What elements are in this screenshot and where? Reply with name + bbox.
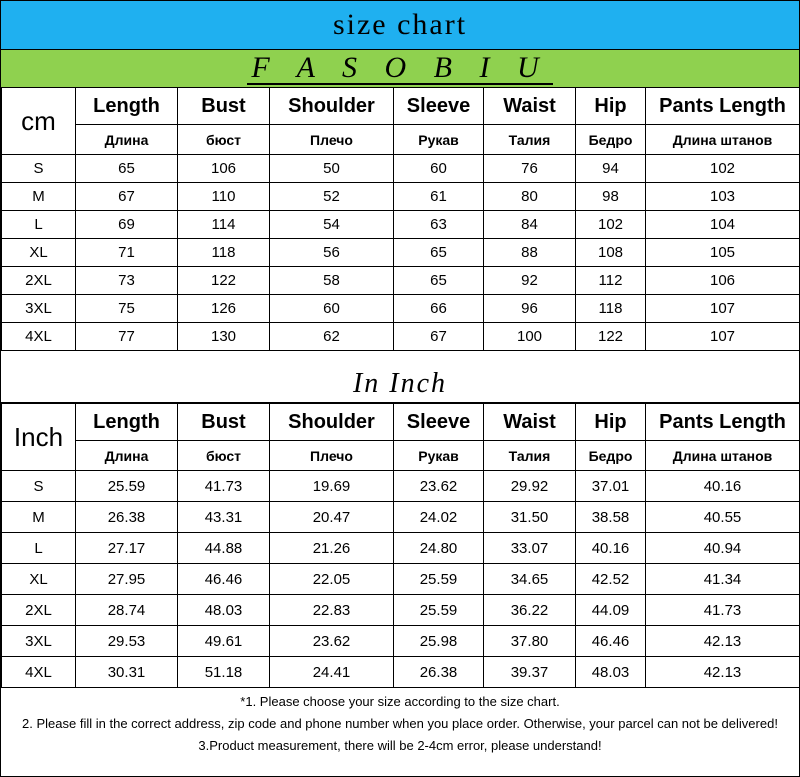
table-cell: 65 — [394, 239, 484, 267]
table-cell: 39.37 — [484, 657, 576, 688]
table-cell: 75 — [76, 295, 178, 323]
table-cell: 104 — [646, 211, 800, 239]
table-cell: 100 — [484, 323, 576, 351]
table-cell: 46.46 — [178, 564, 270, 595]
column-header: Length — [76, 88, 178, 125]
column-header: Pants Length — [646, 404, 800, 441]
table-cell: 44.88 — [178, 533, 270, 564]
table-cell: 24.41 — [270, 657, 394, 688]
table-cell: 40.16 — [646, 471, 800, 502]
table-row — [2, 564, 800, 595]
table-cell: 122 — [576, 323, 646, 351]
table-cell: 40.16 — [576, 533, 646, 564]
column-header: Bust — [178, 88, 270, 125]
column-header-ru: Длина штанов — [646, 441, 800, 471]
table-cell: 73 — [76, 267, 178, 295]
table-cell: 92 — [484, 267, 576, 295]
notes — [1, 691, 799, 757]
table-cell: 44.09 — [576, 595, 646, 626]
unit-label: Inch — [2, 404, 76, 471]
table-cell: 23.62 — [270, 626, 394, 657]
size-label: 4XL — [2, 323, 76, 351]
table-row — [2, 211, 800, 239]
column-header-ru: Бедро — [576, 441, 646, 471]
size-label: S — [2, 155, 76, 183]
table-cell: 65 — [394, 267, 484, 295]
table-cell: 42.13 — [646, 657, 800, 688]
unit-label: cm — [2, 88, 76, 155]
table-cell: 19.69 — [270, 471, 394, 502]
table-cell: 42.13 — [646, 626, 800, 657]
table-cell: 66 — [394, 295, 484, 323]
table-cell: 107 — [646, 295, 800, 323]
header-row-ru — [2, 125, 800, 155]
table-cell: 52 — [270, 183, 394, 211]
column-header-ru: бюст — [178, 441, 270, 471]
table-cell: 42.52 — [576, 564, 646, 595]
table-cell: 28.74 — [76, 595, 178, 626]
table-cell: 29.92 — [484, 471, 576, 502]
column-header: Shoulder — [270, 404, 394, 441]
table-cell: 102 — [576, 211, 646, 239]
header-row-ru — [2, 441, 800, 471]
size-label: XL — [2, 239, 76, 267]
table-cell: 41.73 — [646, 595, 800, 626]
cm-size-table — [1, 87, 800, 351]
table-row — [2, 471, 800, 502]
table-row — [2, 183, 800, 211]
table-cell: 54 — [270, 211, 394, 239]
table-cell: 56 — [270, 239, 394, 267]
table-cell: 114 — [178, 211, 270, 239]
inch-section-title: In Inch — [1, 366, 799, 403]
table-cell: 22.05 — [270, 564, 394, 595]
column-header-ru: Талия — [484, 441, 576, 471]
table-row — [2, 239, 800, 267]
table-cell: 110 — [178, 183, 270, 211]
table-cell: 41.34 — [646, 564, 800, 595]
column-header: Hip — [576, 88, 646, 125]
table-cell: 126 — [178, 295, 270, 323]
table-cell: 102 — [646, 155, 800, 183]
table-cell: 69 — [76, 211, 178, 239]
column-header-ru: Длина — [76, 441, 178, 471]
table-cell: 50 — [270, 155, 394, 183]
size-label: 2XL — [2, 595, 76, 626]
table-cell: 71 — [76, 239, 178, 267]
table-cell: 130 — [178, 323, 270, 351]
table-cell: 63 — [394, 211, 484, 239]
table-row — [2, 533, 800, 564]
table-cell: 60 — [270, 295, 394, 323]
table-cell: 103 — [646, 183, 800, 211]
table-cell: 49.61 — [178, 626, 270, 657]
table-cell: 25.98 — [394, 626, 484, 657]
column-header-ru: Рукав — [394, 441, 484, 471]
table-cell: 46.46 — [576, 626, 646, 657]
table-cell: 48.03 — [576, 657, 646, 688]
table-cell: 76 — [484, 155, 576, 183]
note-1: *1. Please choose your size according to the size chart. — [240, 694, 560, 709]
table-cell: 24.02 — [394, 502, 484, 533]
table-cell: 20.47 — [270, 502, 394, 533]
brand-banner — [1, 50, 799, 88]
table-cell: 108 — [576, 239, 646, 267]
table-cell: 105 — [646, 239, 800, 267]
table-cell: 21.26 — [270, 533, 394, 564]
size-label: M — [2, 502, 76, 533]
table-cell: 37.01 — [576, 471, 646, 502]
table-cell: 60 — [394, 155, 484, 183]
table-cell: 27.17 — [76, 533, 178, 564]
table-cell: 23.62 — [394, 471, 484, 502]
column-header: Waist — [484, 88, 576, 125]
column-header: Sleeve — [394, 88, 484, 125]
table-cell: 48.03 — [178, 595, 270, 626]
table-row — [2, 155, 800, 183]
table-cell: 25.59 — [394, 564, 484, 595]
column-header: Waist — [484, 404, 576, 441]
brand-name: F A S O B I U — [247, 53, 552, 85]
table-cell: 118 — [178, 239, 270, 267]
column-header: Shoulder — [270, 88, 394, 125]
column-header-ru: Длина штанов — [646, 125, 800, 155]
table-cell: 122 — [178, 267, 270, 295]
column-header: Bust — [178, 404, 270, 441]
table-cell: 29.53 — [76, 626, 178, 657]
column-header-ru: Талия — [484, 125, 576, 155]
table-row — [2, 626, 800, 657]
table-cell: 34.65 — [484, 564, 576, 595]
table-cell: 36.22 — [484, 595, 576, 626]
inch-size-table — [1, 403, 800, 688]
column-header: Hip — [576, 404, 646, 441]
column-header: Length — [76, 404, 178, 441]
size-label: 3XL — [2, 626, 76, 657]
table-cell: 94 — [576, 155, 646, 183]
table-cell: 107 — [646, 323, 800, 351]
column-header-ru: Длина — [76, 125, 178, 155]
table-cell: 26.38 — [394, 657, 484, 688]
column-header: Pants Length — [646, 88, 800, 125]
header-row-en — [2, 88, 800, 125]
table-cell: 37.80 — [484, 626, 576, 657]
table-cell: 25.59 — [76, 471, 178, 502]
table-cell: 25.59 — [394, 595, 484, 626]
column-header: Sleeve — [394, 404, 484, 441]
size-label: S — [2, 471, 76, 502]
table-row — [2, 502, 800, 533]
table-row — [2, 657, 800, 688]
note-2: 2. Please fill in the correct address, zip code and phone number when you place order. Otherwise, your parcel can not be delivered! — [22, 716, 778, 731]
table-cell: 43.31 — [178, 502, 270, 533]
table-cell: 40.55 — [646, 502, 800, 533]
table-cell: 30.31 — [76, 657, 178, 688]
table-cell: 41.73 — [178, 471, 270, 502]
table-cell: 26.38 — [76, 502, 178, 533]
table-cell: 98 — [576, 183, 646, 211]
table-cell: 58 — [270, 267, 394, 295]
table-row — [2, 267, 800, 295]
table-cell: 61 — [394, 183, 484, 211]
table-cell: 27.95 — [76, 564, 178, 595]
header-row-en — [2, 404, 800, 441]
size-label: M — [2, 183, 76, 211]
table-cell: 31.50 — [484, 502, 576, 533]
table-cell: 77 — [76, 323, 178, 351]
table-cell: 106 — [178, 155, 270, 183]
table-cell: 118 — [576, 295, 646, 323]
column-header-ru: Бедро — [576, 125, 646, 155]
table-cell: 88 — [484, 239, 576, 267]
table-row — [2, 595, 800, 626]
size-label: XL — [2, 564, 76, 595]
table-cell: 22.83 — [270, 595, 394, 626]
table-cell: 84 — [484, 211, 576, 239]
table-cell: 67 — [76, 183, 178, 211]
table-cell: 62 — [270, 323, 394, 351]
table-cell: 51.18 — [178, 657, 270, 688]
column-header-ru: бюст — [178, 125, 270, 155]
size-label: 3XL — [2, 295, 76, 323]
table-cell: 106 — [646, 267, 800, 295]
column-header-ru: Рукав — [394, 125, 484, 155]
size-label: 2XL — [2, 267, 76, 295]
chart-title: size chart — [1, 1, 799, 50]
table-cell: 112 — [576, 267, 646, 295]
table-cell: 80 — [484, 183, 576, 211]
table-cell: 65 — [76, 155, 178, 183]
note-3: 3.Product measurement, there will be 2-4cm error, please understand! — [198, 738, 602, 753]
table-cell: 24.80 — [394, 533, 484, 564]
size-label: L — [2, 211, 76, 239]
table-cell: 38.58 — [576, 502, 646, 533]
column-header-ru: Плечо — [270, 441, 394, 471]
table-cell: 40.94 — [646, 533, 800, 564]
size-label: 4XL — [2, 657, 76, 688]
column-header-ru: Плечо — [270, 125, 394, 155]
table-cell: 33.07 — [484, 533, 576, 564]
size-label: L — [2, 533, 76, 564]
table-cell: 96 — [484, 295, 576, 323]
table-row — [2, 295, 800, 323]
table-row — [2, 323, 800, 351]
table-cell: 67 — [394, 323, 484, 351]
